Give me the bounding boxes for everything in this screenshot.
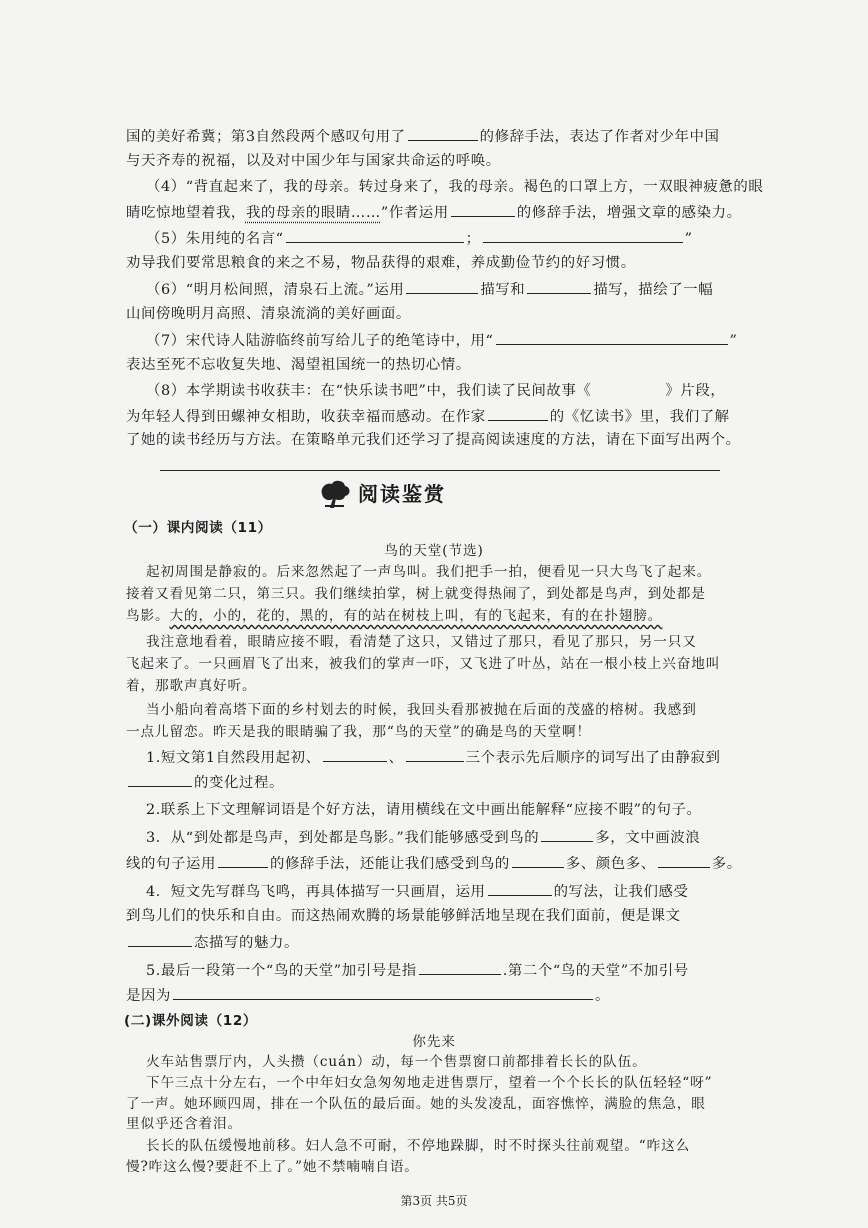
text: 线的句子运用	[126, 856, 216, 872]
answer-blank[interactable]	[488, 881, 552, 896]
answer-blank[interactable]	[406, 747, 464, 762]
answer-blank[interactable]	[173, 985, 593, 1000]
passage-2-line: 了一声。她环顾四周，排在一个队伍的最后面。她的头发凌乱，面容憔悴，满脸的焦急，眼	[126, 1096, 706, 1112]
passage-2-line: 长长的队伍缓慢地前移。妇人急不可耐，不停地跺脚，时不时探头往前观望。“咋这么	[146, 1138, 691, 1154]
reading-question-3-line-2	[126, 853, 742, 874]
reading-question-1-line-2	[126, 772, 284, 793]
answer-blank[interactable]	[323, 747, 387, 762]
text: 的变化过程。	[194, 775, 284, 791]
tree-icon	[318, 476, 352, 510]
passage-2-line: 慢?咋这么慢?要赶不上了。”她不禁喃喃自语。	[126, 1159, 419, 1175]
text: 、	[388, 750, 404, 766]
text: （7）宋代诗人陆游临终前写给儿子的绝笔诗中，用“	[146, 333, 494, 349]
answer-blank[interactable]	[527, 279, 591, 294]
part-2-heading: (二)课外阅读（12）	[124, 1013, 258, 1029]
text: 的修辞手法，还能让我们感受到鸟的	[269, 856, 510, 872]
passage-1-title: 鸟的天堂(节选)	[384, 543, 484, 559]
answer-blank[interactable]	[419, 960, 501, 975]
text: 描写，描绘了一幅	[593, 282, 714, 298]
section-heading	[318, 474, 558, 510]
text: 》片段，	[665, 383, 726, 399]
text: 1.短文第1自然段用起初、	[146, 750, 321, 766]
reading-question-4-line-3	[126, 932, 299, 953]
text: 的修辞手法，增强文章的感染力。	[516, 205, 742, 221]
reading-question-3-line-1	[146, 827, 700, 848]
question-7-line-2: 表达至死不忘收复失地、渴望祖国统一的热切心情。	[126, 357, 471, 373]
passage-1-line: 一点儿留恋。昨天是我的眼睛骗了我，那“鸟的天堂”的确是鸟的天堂啊！	[126, 724, 592, 740]
text: 睛吃惊地望着我，	[126, 205, 246, 221]
question-6-line-1	[146, 279, 713, 300]
answer-blank[interactable]	[488, 406, 548, 421]
text: ；	[465, 231, 481, 247]
answer-blank[interactable]	[483, 228, 683, 243]
passage-2-line: 下午三点十分左右，一个中年妇女急匆匆地走进售票厅，望着一个个长长的队伍轻轻“呀”	[146, 1075, 713, 1091]
text: 三个表示先后顺序的词写出了由静寂到	[465, 750, 721, 766]
fill-line-2: 与天齐寿的祝福，以及对中国少年与国家共命运的呼唤。	[126, 153, 501, 169]
text: 为年轻人得到田螺神女相助，收获幸福而感动。在作家	[126, 409, 486, 425]
question-8-line-1	[146, 381, 725, 401]
reading-question-1-line-1	[146, 747, 720, 768]
reading-question-5-line-2	[126, 985, 610, 1006]
text: 描写和	[480, 282, 526, 298]
question-7-line-1	[146, 330, 737, 351]
section-title: 阅读鉴赏	[358, 482, 446, 506]
passage-1-line: 飞起来了。一只画眉飞了出来，被我们的掌声一吓，又飞进了叶丛，站在一根小枝上兴奋地叫	[126, 656, 721, 672]
text: 态描写的魅力。	[194, 935, 299, 951]
passage-1-line: 接着又看见第二只，第三只。我们继续拍掌，树上就变得热闹了，到处都是鸟声，到处都是	[126, 586, 706, 602]
text: 鸟影。	[126, 608, 170, 624]
text: 5.最后一段第一个“鸟的天堂”加引号是指	[146, 963, 417, 979]
text: 4．短文先写群鸟飞鸣，再具体描写一只画眉，运用	[146, 884, 486, 900]
text: 3．从“到处都是鸟声，到处都是鸟影。”我们能够感受到鸟的	[146, 830, 540, 846]
question-6-line-2: 山间傍晚明月高照、清泉流淌的美好画面。	[126, 306, 411, 322]
dotted-text: 我的母亲的眼睛……	[245, 205, 381, 221]
question-5-line-1	[146, 228, 693, 249]
question-4-line-1: （4）“背直起来了，我的母亲。转过身来了，我的母亲。褐色的口罩上方，一双眼神疲惫的眼	[146, 179, 764, 195]
passage-1-line: 起初周围是静寂的。后来忽然起了一声鸟叫。我们把手一拍，便看见一只大鸟飞了起来。	[146, 564, 712, 580]
text: 的写法，让我们感受	[553, 884, 689, 900]
answer-blank[interactable]	[128, 772, 192, 787]
passage-2-line: 里似乎还含着泪。	[126, 1116, 242, 1132]
text: ”	[729, 333, 738, 349]
text: 的修辞手法，表达了作者对少年中国	[479, 129, 720, 145]
text: （6）“明月松间照，清泉石上流。”运用	[146, 282, 405, 298]
passage-2-title: 你先来	[412, 1034, 456, 1050]
text: 多、颜色多、	[565, 856, 656, 872]
text: .第二个“鸟的天堂”不加引号	[502, 963, 689, 979]
passage-1-line	[126, 606, 662, 626]
text: （5）朱用纯的名言“	[146, 231, 284, 247]
answer-blank[interactable]	[451, 202, 515, 217]
answer-blank[interactable]	[128, 932, 192, 947]
passage-2-line: 火车站售票厅内，人头攒（cuán）动，每一个售票窗口前都排着长长的队伍。	[146, 1054, 647, 1070]
reading-question-4-line-1	[146, 881, 688, 902]
text: 是因为	[126, 988, 171, 1004]
reading-question-4-line-2: 到鸟儿们的快乐和自由。而这热闹欢腾的场景能够鲜活地呈现在我们面前，便是课文	[126, 908, 681, 924]
answer-blank[interactable]	[406, 279, 478, 294]
answer-blank[interactable]	[658, 853, 710, 868]
wavy-underlined-sentence: 大的，小的，花的，黑的，有的站在树枝上叫，有的飞起来，有的在扑翅膀。	[169, 608, 663, 624]
answer-blank[interactable]	[286, 228, 464, 243]
text: ”	[684, 231, 693, 247]
reading-question-5-line-1	[146, 960, 689, 981]
passage-1-line: 我注意地看着，眼睛应接不暇，看清楚了这只，又错过了那只，看见了那只，另一只又	[146, 634, 697, 650]
text: （8）本学期读书收获丰：在“快乐读书吧”中，我们读了民间故事《	[146, 383, 592, 399]
answer-blank[interactable]	[541, 827, 593, 842]
reading-question-2: 2.联系上下文理解词语是个好方法，请用横线在文中画出能解释“应接不暇”的句子。	[146, 802, 702, 818]
part-1-heading: （一）课内阅读（11）	[124, 520, 272, 536]
question-8-line-2	[126, 406, 730, 427]
answer-line[interactable]	[160, 470, 720, 471]
text: 多，文中画波浪	[595, 830, 701, 846]
text: 国的美好希冀；第3自然段两个感叹句用了	[126, 129, 406, 145]
answer-blank[interactable]	[512, 853, 564, 868]
page-number: 第3页 共5页	[400, 1194, 468, 1208]
question-5-line-2: 劝导我们要常思粮食的来之不易，物品获得的艰难，养成勤俭节约的好习惯。	[126, 255, 636, 271]
answer-blank[interactable]	[496, 330, 728, 345]
text: 多。	[711, 856, 742, 872]
answer-blank[interactable]	[408, 126, 478, 141]
fill-line-1	[126, 126, 719, 147]
answer-blank[interactable]	[218, 853, 268, 868]
question-8-line-3: 了她的读书经历与方法。在策略单元我们还学习了提高阅读速度的方法，请在下面写出两个。	[126, 432, 741, 448]
passage-1-line: 当小船向着高塔下面的乡村划去的时候，我回头看那被抛在后面的茂盛的榕树。我感到	[146, 702, 697, 718]
text: 的《忆读书》里，我们了解	[549, 409, 730, 425]
question-4-line-2	[126, 202, 742, 223]
text: ”作者运用	[380, 205, 449, 221]
passage-1-line: 着，那歌声真好听。	[126, 678, 257, 694]
text: 。	[594, 988, 610, 1004]
